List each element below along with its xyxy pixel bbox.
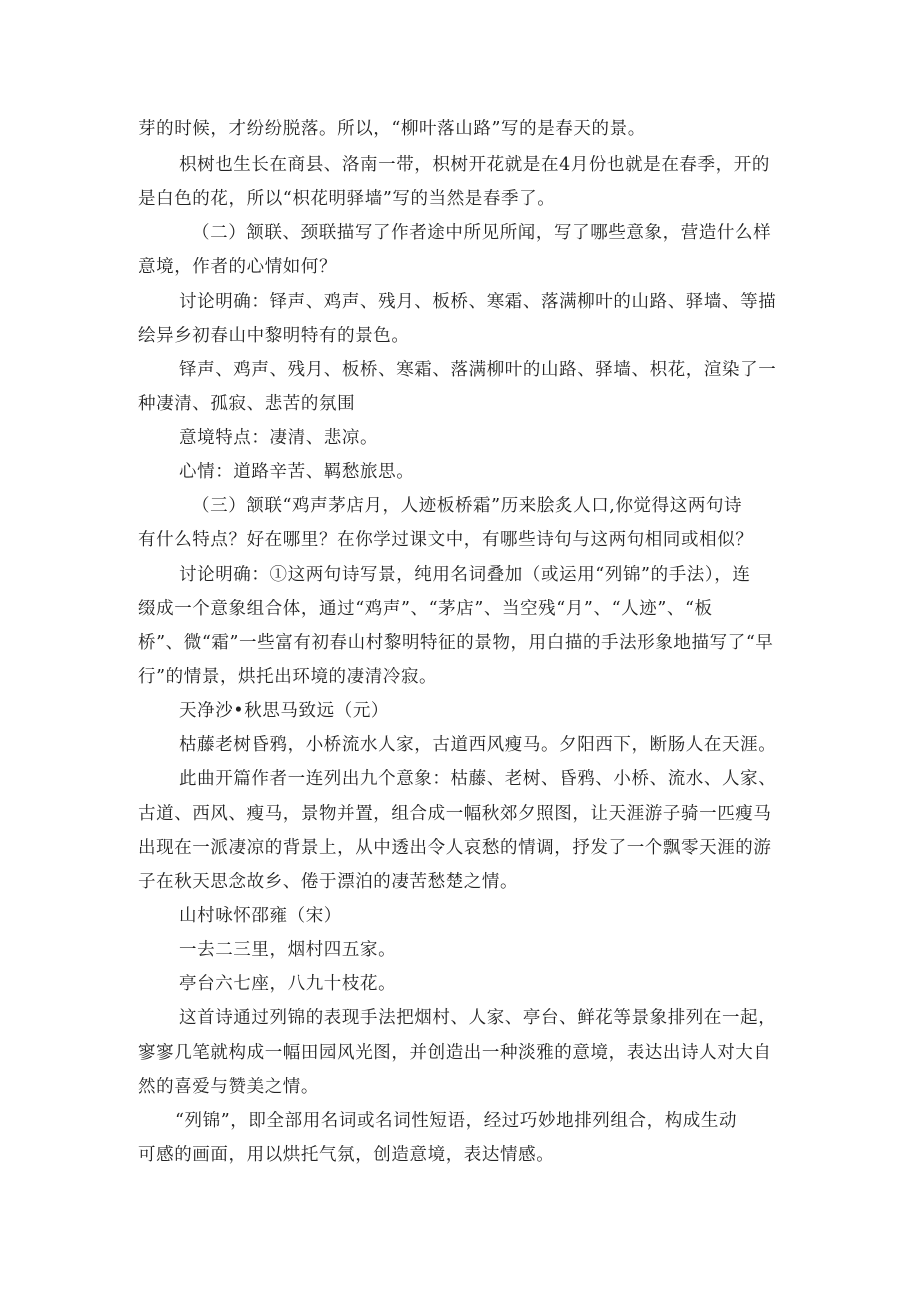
text-line: 心情：道路辛苦、羁愁旅思。 [179,462,415,482]
text-line: 出现在一派凄凉的背景上，从中透出令人哀愁的情调，抒发了一个飘零天涯的游 [138,838,772,858]
text-line: 缀成一个意象组合体，通过“鸡声”、“茅店”、当空残“月”、“人迹”、“板 [138,599,713,619]
text-line: 此曲开篇作者一连列出九个意象：枯藤、老树、昏鸦、小桥、流水、人家、 [179,769,777,789]
text-line: 桥”、微“霜”一些富有初春山村黎明特征的景物，用白描的手法形象地描写了“早 [138,633,774,653]
text-line: 芽的时候，才纷纷脱落。所以，“柳叶落山路”写的是春天的景。 [138,119,646,139]
text-line: 可感的画面，用以烘托气氛，创造意境，表达情感。 [138,1145,555,1165]
text-line: 行”的情景，烘托出环境的凄清冷寂。 [138,667,438,687]
text-line: 古道、西风、瘦马，景物并置，组合成一幅秋郊夕照图，让天涯游子骑一匹瘦马 [138,804,772,824]
text-line: 这首诗通过列锦的表现手法把烟村、人家、亭台、鲜花等景象排列在一起， [179,1008,777,1028]
text-line: 子在秋天思念故乡、倦于漂泊的凄苦愁楚之情。 [138,872,519,892]
text-line: 天净沙•秋思马致远（元） [179,701,390,721]
text-line: 讨论明确：铎声、鸡声、残月、板桥、寒霜、落满柳叶的山路、驿墙、等描 [179,292,777,312]
text-line: 山村咏怀邵雍（宋） [179,906,342,926]
text-line: 绘异乡初春山中黎明特有的景色。 [138,326,410,346]
text-line: （三）颔联“鸡声茅店月，人迹板桥霜”历来脍炙人口,你觉得这两句诗 [192,496,743,516]
text-line: 枳树也生长在商县、洛南一带，枳树开花就是在4月份也就是在春季，开的 [179,155,770,175]
text-line: 一去二三里，烟村四五家。 [179,940,397,960]
text-line: 铎声、鸡声、残月、板桥、寒霜、落满柳叶的山路、驿墙、枳花，渲染了一 [179,360,777,380]
text-line: 意境，作者的心情如何？ [138,257,338,277]
text-line: 枯藤老树昏鸦，小桥流水人家，古道西风瘦马。夕阳西下，断肠人在天涯。 [179,735,777,755]
text-line: 讨论明确：①这两句诗写景，纯用名词叠加（或运用“列锦”的手法），连 [179,565,751,585]
text-line: 寥寥几笔就构成一幅田园风光图，并创造出一种淡雅的意境，表达出诗人对大自 [138,1043,772,1063]
text-line: 种凄清、孤寂、悲苦的氛围 [138,394,356,414]
text-line: 然的喜爱与赞美之情。 [138,1077,319,1097]
text-line: （二）颔联、颈联描写了作者途中所见所闻，写了哪些意象，营造什么样 [192,223,772,243]
text-line: 有什么特点？好在哪里？在你学过课文中，有哪些诗句与这两句相同或相似？ [138,530,754,550]
text-line: “列锦”，即全部用名词或名词性短语，经过巧妙地排列组合，构成生动 [175,1111,738,1131]
text-line: 亭台六七座，八九十枝花。 [179,974,397,994]
text-line: 是白色的花，所以“枳花明驿墙”写的当然是春季了。 [138,189,556,209]
text-line: 意境特点：凄清、悲凉。 [179,428,379,448]
